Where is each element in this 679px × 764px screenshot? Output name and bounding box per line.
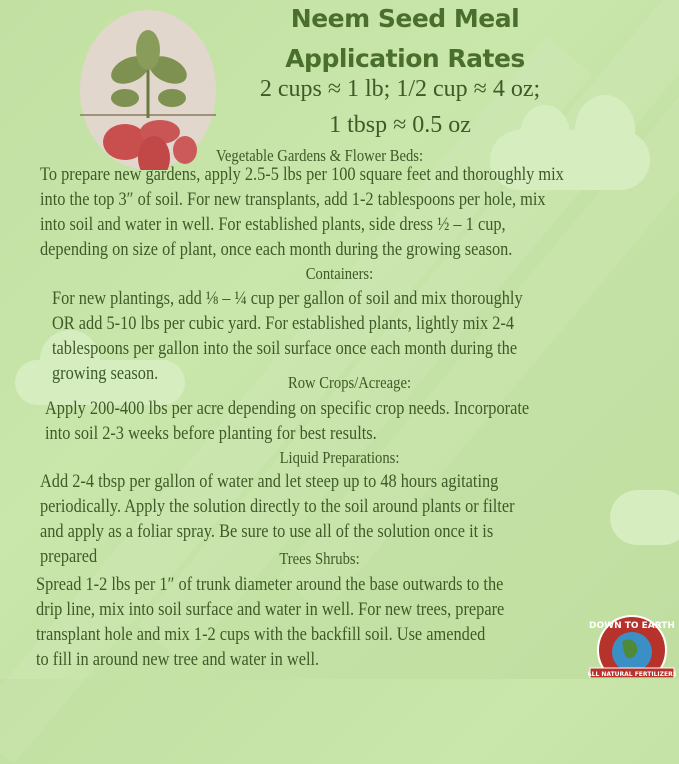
section-text: Spread 1-2 lbs per 1″ of trunk diameter around the base outwards to the	[36, 574, 504, 595]
section-heading: Vegetable Gardens & Flower Beds:	[215, 146, 424, 165]
section-text: growing season.	[52, 363, 159, 384]
globe-logo-icon	[588, 612, 676, 678]
section-text: tablespoons per gallon into the soil surface once each month during the	[52, 338, 518, 359]
section-text: into soil and water in well. For established plants, side dress ½ – 1 cup,	[40, 214, 506, 235]
title-line-1: Neem Seed Meal	[290, 4, 520, 33]
section-text: Add 2-4 tbsp per gallon of water and let steep up to 48 hours agitating	[40, 471, 499, 492]
svg-text:ALL NATURAL FERTILIZERS: ALL NATURAL FERTILIZERS	[588, 671, 676, 678]
section-text: to fill in around new tree and water in well.	[36, 649, 320, 670]
section-heading: Liquid Preparations:	[279, 448, 400, 467]
conversion-line-2: 1 tbsp ≈ 0.5 oz	[329, 112, 471, 138]
section-text: drip line, mix into soil surface and water in well. For new trees, prepare	[36, 599, 505, 620]
section-heading: Row Crops/Acreage:	[287, 373, 412, 392]
section-text: transplant hole and mix 1-2 cups with the backfill soil. Use amended	[36, 624, 486, 645]
section-heading: Containers:	[305, 264, 374, 283]
section-text: depending on size of plant, once each month during the growing season.	[40, 239, 513, 260]
section-text: To prepare new gardens, apply 2.5-5 lbs per 100 square feet and thoroughly mix	[40, 164, 564, 185]
conversion-line-1: 2 cups ≈ 1 lb; 1/2 cup ≈ 4 oz;	[259, 76, 541, 102]
section-text: into soil 2-3 weeks before planting for best results.	[45, 423, 377, 444]
title-line-2: Application Rates	[285, 44, 525, 73]
section-text: into the top 3″ of soil. For new transplants, add 1-2 tablespoons per hole, mix	[40, 189, 546, 210]
section-text: prepared	[40, 546, 98, 567]
section-text: Apply 200-400 lbs per acre depending on specific crop needs. Incorporate	[45, 398, 530, 419]
section-text: periodically. Apply the solution directly to the soil around plants or filter	[40, 496, 515, 517]
cloud-decoration	[610, 490, 679, 545]
section-heading: Trees Shrubs:	[279, 549, 360, 568]
section-text: OR add 5-10 lbs per cubic yard. For established plants, lightly mix 2-4	[52, 313, 514, 334]
section-text: and apply as a foliar spray. Be sure to use all of the solution once it is	[40, 521, 494, 542]
down-to-earth-logo	[588, 612, 676, 678]
section-text: For new plantings, add ⅛ – ¼ cup per gallon of soil and mix thoroughly	[52, 288, 523, 309]
svg-text:DOWN TO EARTH: DOWN TO EARTH	[589, 621, 675, 631]
